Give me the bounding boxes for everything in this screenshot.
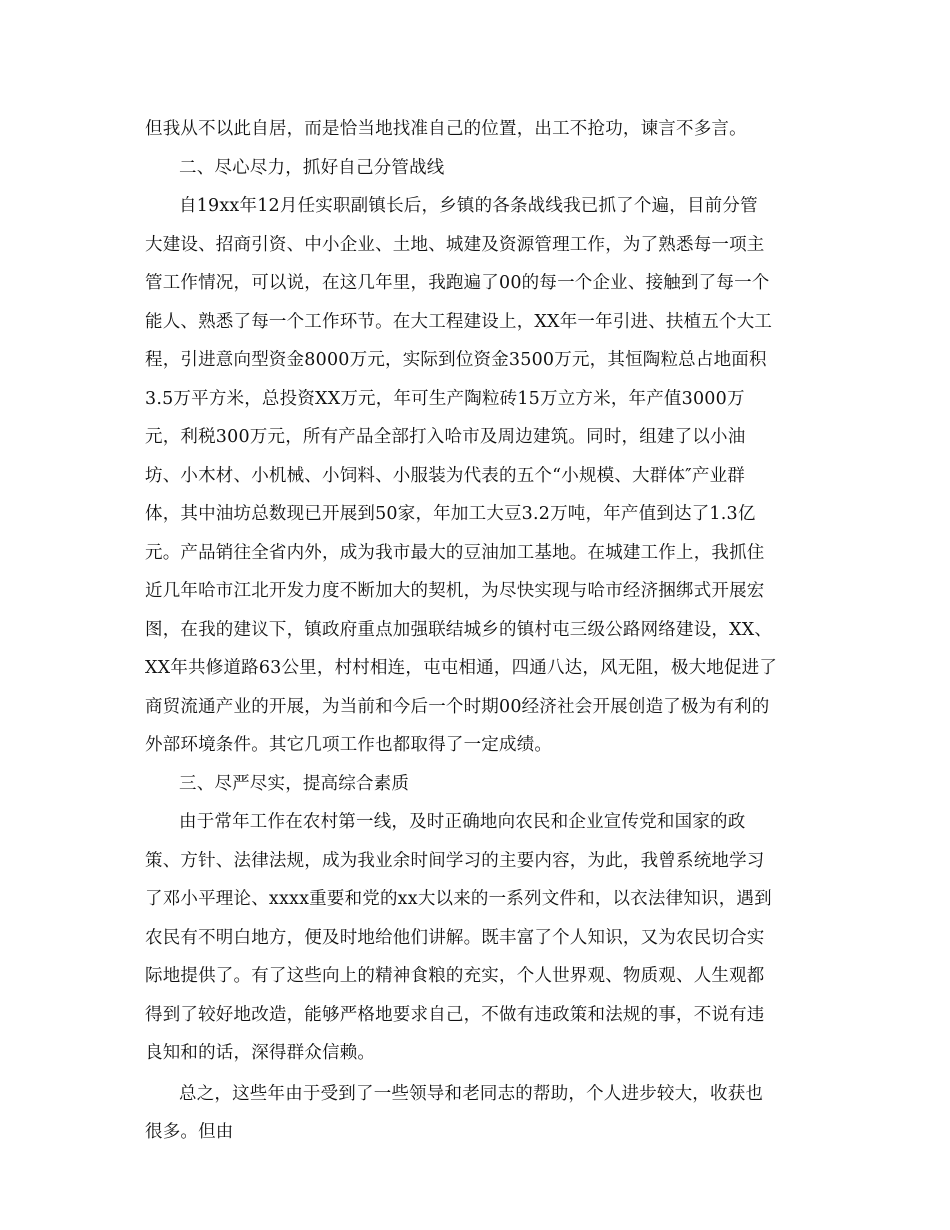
text-line: 得到了较好地改造，能够严格地要求自己，不做有违政策和法规的事，不说有违 — [145, 1004, 765, 1025]
text-line: XX年共修道路63公里，村村相连，屯屯相通，四通八达，风无阻，极大地促进了 — [145, 658, 778, 678]
text-line: 际地提供了。有了这些向上的精神食粮的充实，个人世界观、物质观、人生观都 — [145, 966, 765, 986]
text-line: 外部环境条件。其它几项工作也都取得了一定成绩。 — [145, 735, 553, 755]
text-line: 商贸流通产业的开展，为当前和今后一个时期00经济社会开展创造了极为有利的 — [145, 696, 770, 717]
text-line: 总之，这些年由于受到了一些领导和老同志的帮助，个人进步较大，收获也 — [179, 1083, 764, 1104]
text-line: 近几年哈市江北开发力度不断加大的契机，为尽快实现与哈市经济捆绑式开展宏 — [145, 581, 765, 601]
text-line: 但我从不以此自居，而是恰当地找准自己的位置，出工不抢功，谏言不多言。 — [145, 119, 747, 139]
text-line: 程，引进意向型资金8000万元，实际到位资金3500万元，其恒陶粒总占地面积 — [145, 350, 767, 370]
text-line: 能人、熟悉了每一个工作环节。在大工程建设上，XX年一年引进、扶植五个大工 — [145, 311, 773, 332]
text-line: 良知和的话，深得群众信赖。 — [145, 1043, 376, 1063]
text-line: 农民有不明白地方，便及时地给他们讲解。既丰富了个人知识，又为农民切合实 — [145, 927, 765, 948]
text-line: 大建设、招商引资、中小企业、土地、城建及资源管理工作，为了熟悉每一项主 — [145, 234, 765, 255]
text-line: 元，利税300万元，所有产品全部打入哈市及周边建筑。同时，组建了以小油 — [145, 427, 746, 447]
text-line: 3.5万平方米，总投资XX万元，年可生产陶粒砖15万立方米，年产值3000万 — [145, 388, 745, 409]
text-line: 很多。但由 — [145, 1122, 234, 1142]
text-line: 自19xx年12月任实职副镇长后，乡镇的各条战线我已抓了个遍，目前分管 — [179, 196, 758, 216]
section-heading: 二、尽心尽力，抓好自己分管战线 — [179, 157, 445, 178]
text-line: 体，其中油坊总数现已开展到50家，年加工大豆3.2万吨，年产值到达了1.3亿 — [145, 504, 756, 524]
section-heading: 三、尽严尽实，提高综合素质 — [179, 773, 410, 794]
text-line: 策、方针、法律法规，成为我业余时间学习的主要内容，为此，我曾系统地学习 — [145, 850, 765, 871]
text-line: 由于常年工作在农村第一线，及时正确地向农民和企业宣传党和国家的政 — [179, 812, 746, 832]
text-line: 管工作情况，可以说，在这几年里，我跑遍了00的每一个企业、接触到了每一个 — [145, 273, 770, 293]
text-line: 坊、小木材、小机械、小饲料、小服装为代表的五个“小规模、大群体″产业群 — [145, 465, 745, 486]
document-body — [145, 110, 810, 1152]
text-line: 图，在我的建议下，镇政府重点加强联结城乡的镇村屯三级公路网络建设，XX、 — [145, 619, 773, 640]
text-line: 了邓小平理论、xxxx重要和党的xx大以来的一系列文件和，以衣法律知识，遇到 — [145, 889, 772, 909]
text-line: 元。产品销往全省内外，成为我市最大的豆油加工基地。在城建工作上，我抓住 — [145, 542, 765, 563]
